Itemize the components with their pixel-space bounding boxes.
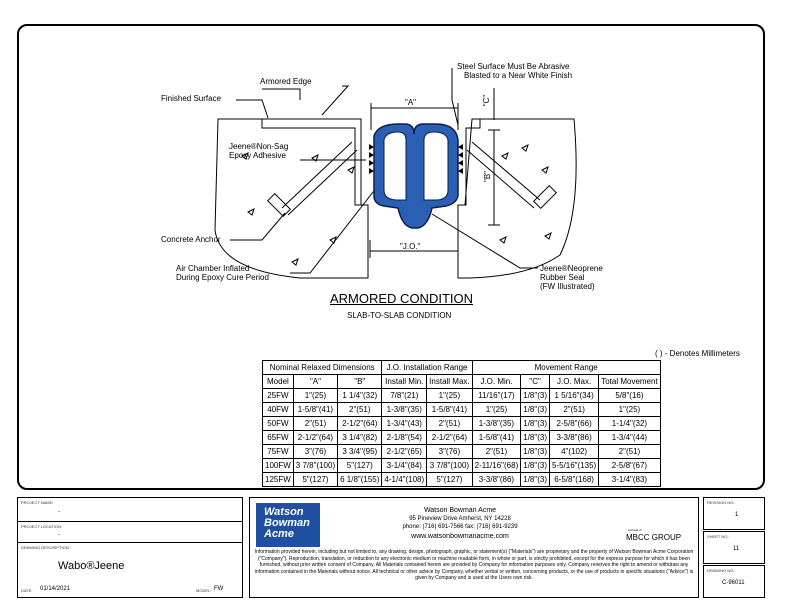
revision-box bbox=[703, 497, 765, 530]
table-cell: 1-1/4"(32) bbox=[599, 417, 660, 431]
column-header: "C" bbox=[521, 375, 550, 389]
drawing-description-box bbox=[17, 542, 243, 598]
column-header-row bbox=[263, 375, 661, 389]
dimension-c-label: "C" bbox=[482, 94, 492, 107]
column-header: J.O. Min. bbox=[472, 375, 521, 389]
table-cell: 3-3/8"(86) bbox=[472, 473, 521, 487]
table-cell: 1/8"(3) bbox=[521, 473, 550, 487]
millimeter-note: ( ) - Denotes Millimeters bbox=[655, 349, 740, 358]
table-cell: 3-3/8"(86) bbox=[550, 431, 599, 445]
column-header: J.O. Max. bbox=[550, 375, 599, 389]
drawing-subtitle: SLAB-TO-SLAB CONDITION bbox=[347, 311, 452, 320]
sheet-value: 11 bbox=[733, 546, 740, 552]
seal-label-line2: Rubber Seal bbox=[540, 273, 585, 282]
column-header: Install Min. bbox=[382, 375, 427, 389]
group-header-movement: Movement Range bbox=[472, 361, 660, 375]
table-cell: 3-1/4"(84) bbox=[382, 459, 427, 473]
table-cell: 1-5/8"(41) bbox=[472, 431, 521, 445]
table-cell: 50FW bbox=[263, 417, 294, 431]
table-cell: 2-5/8"(67) bbox=[599, 459, 660, 473]
table-cell: 6 1/8"(155) bbox=[338, 473, 382, 487]
table-cell: 3 1/4"(82) bbox=[338, 431, 382, 445]
air-chamber-label-line2: During Epoxy Cure Period bbox=[176, 273, 269, 282]
company-phone: phone: (716) 691-7566 fax: (716) 691-9239 bbox=[402, 524, 518, 530]
logo-line-3: Acme bbox=[264, 528, 294, 540]
table-cell: 1"(25) bbox=[427, 389, 472, 403]
table-cell: 25FW bbox=[263, 389, 294, 403]
drawing-number-value: C-96011 bbox=[722, 580, 745, 586]
armored-edge-label: Armored Edge bbox=[260, 77, 312, 86]
project-location-box bbox=[17, 521, 243, 543]
table-cell: 2-11/16"(68) bbox=[472, 459, 521, 473]
table-cell: 1 1/4"(32) bbox=[338, 389, 382, 403]
table-cell: 5-5/16"(135) bbox=[550, 459, 599, 473]
air-chamber-label-line1: Air Chamber Inflated bbox=[176, 264, 250, 273]
steel-surface-label-line2: Blasted to a Near White Finish bbox=[464, 71, 573, 80]
seal-label-line3: (FW Illustrated) bbox=[540, 282, 595, 291]
logo-line-1: Watson bbox=[264, 506, 304, 518]
table-cell: 2"(51) bbox=[338, 403, 382, 417]
table-cell: 1-3/8"(35) bbox=[382, 403, 427, 417]
table-cell: 5/8"(16) bbox=[599, 389, 660, 403]
project-location-caption: PROJECT LOCATION: bbox=[21, 524, 62, 529]
table-cell: 4"(102) bbox=[550, 445, 599, 459]
legal-disclaimer: Information provided herein, including but not limited to, any drawing, design, photograph, graphic, or statement(s) ("Materials") are proprietary and the property of Watson Bowman Acme Corporation ("Company"). Reproduction, translation, or reduction to any electronic medium or machine readable form, in whole or part, is strictly prohibited, except for the express purpose for which it has been furnished, without prior written consent of Company. All Materials contained herein are provided by Company for information purposes only. Company reserves the right to amend or withdraw any information contained in the Materials without notice. All technical or other advice by Company, whether verbal or written, concerning products, or the use of products in specific situations ("Advice") is given by Company and is used at the Users own risk. bbox=[254, 549, 694, 581]
company-address: 95 Pineview Drive Amherst, NY 14228 bbox=[409, 516, 511, 522]
seal-label-line1: Jeene®Neoprene bbox=[540, 264, 603, 273]
table-cell: 3"(76) bbox=[293, 445, 337, 459]
table-cell: 2-1/8"(54) bbox=[382, 431, 427, 445]
table-cell: 2"(51) bbox=[550, 403, 599, 417]
group-header-installation: J.O. Installation Range bbox=[382, 361, 472, 375]
drawing-description-caption: DRAWING DESCRIPTION: bbox=[21, 545, 70, 550]
logo-line-2: Bowman bbox=[264, 517, 310, 529]
table-cell: 2-1/2"(64) bbox=[293, 431, 337, 445]
brand-caption: a brand of bbox=[628, 528, 642, 532]
table-cell: 1/8"(3) bbox=[521, 445, 550, 459]
table-row bbox=[263, 403, 661, 417]
table-cell: 65FW bbox=[263, 431, 294, 445]
model-value: FW bbox=[214, 586, 224, 592]
table-cell: 1/8"(3) bbox=[521, 403, 550, 417]
table-cell: 5"(127) bbox=[293, 473, 337, 487]
drawing-title: ARMORED CONDITION bbox=[330, 291, 473, 306]
table-cell: 2"(51) bbox=[293, 417, 337, 431]
model-caption: MODEL: bbox=[196, 588, 212, 593]
project-name-caption: PROJECT NAME: bbox=[21, 500, 54, 505]
table-body bbox=[263, 389, 661, 487]
table-cell: 2"(51) bbox=[427, 417, 472, 431]
nonsag-label-line1: Jeene®Non-Sag bbox=[229, 142, 289, 151]
table-row bbox=[263, 389, 661, 403]
table-cell: 11/16"(17) bbox=[472, 389, 521, 403]
column-header: Model bbox=[263, 375, 294, 389]
dimension-a-label: "A" bbox=[405, 98, 417, 107]
table-cell: 75FW bbox=[263, 445, 294, 459]
table-cell: 1-5/8"(41) bbox=[293, 403, 337, 417]
table-cell: 1/8"(3) bbox=[521, 459, 550, 473]
table-cell: 1"(25) bbox=[293, 389, 337, 403]
column-header: Install Max. bbox=[427, 375, 472, 389]
table-cell: 1-5/8"(41) bbox=[427, 403, 472, 417]
dimension-table bbox=[262, 360, 661, 487]
drawing-number-box bbox=[703, 565, 765, 598]
table-cell: 3"(76) bbox=[427, 445, 472, 459]
table-cell: 100FW bbox=[263, 459, 294, 473]
table-cell: 1"(25) bbox=[599, 403, 660, 417]
table-cell: 1-3/4"(43) bbox=[382, 417, 427, 431]
table-cell: 40FW bbox=[263, 403, 294, 417]
table-row bbox=[263, 473, 661, 487]
table-cell: 1-3/4"(44) bbox=[599, 431, 660, 445]
table-cell: 1-3/8"(35) bbox=[472, 417, 521, 431]
column-header: "A" bbox=[293, 375, 337, 389]
table-row bbox=[263, 431, 661, 445]
concrete-anchor-label: Concrete Anchor bbox=[161, 235, 221, 244]
table-cell: 3 7/8"(100) bbox=[293, 459, 337, 473]
project-name-box bbox=[17, 497, 243, 522]
steel-surface-label-line1: Steel Surface Must Be Abrasive bbox=[457, 62, 570, 71]
company-website: www.watsonbowmanacme.com bbox=[411, 533, 509, 540]
table-cell: 2"(51) bbox=[599, 445, 660, 459]
table-row bbox=[263, 445, 661, 459]
revision-value: 1 bbox=[735, 512, 739, 518]
group-header-nominal: Nominal Relaxed Dimensions bbox=[263, 361, 382, 375]
table-cell: 1/8"(3) bbox=[521, 417, 550, 431]
table-cell: 1"(25) bbox=[472, 403, 521, 417]
dimension-b-label: "B" bbox=[483, 170, 493, 183]
right-slab bbox=[458, 119, 576, 278]
sheet-caption: SHEET NO.: bbox=[707, 534, 730, 539]
table-cell: 6-5/8"(168) bbox=[550, 473, 599, 487]
finished-surface-label: Finished Surface bbox=[161, 94, 222, 103]
table-cell: 2"(51) bbox=[472, 445, 521, 459]
project-location-value: - bbox=[58, 532, 60, 538]
drawing-number-caption: DRAWING NO.: bbox=[707, 568, 736, 573]
table-cell: 5"(127) bbox=[338, 459, 382, 473]
table-row bbox=[263, 417, 661, 431]
table-cell: 2-1/2"(65) bbox=[382, 445, 427, 459]
table-cell: 1/8"(3) bbox=[521, 431, 550, 445]
date-value: 01/14/2021 bbox=[40, 586, 71, 592]
table-row bbox=[263, 459, 661, 473]
watson-bowman-acme-logo bbox=[256, 503, 320, 547]
mbcc-group-logo: MBCC GROUP bbox=[626, 533, 682, 542]
column-header: "B" bbox=[338, 375, 382, 389]
date-caption: DATE: bbox=[21, 588, 33, 593]
project-name-value: - bbox=[58, 509, 60, 515]
left-armored-edge bbox=[262, 119, 361, 205]
table-cell: 1 5/16"(34) bbox=[550, 389, 599, 403]
dimension-jo-label: "J.O." bbox=[400, 242, 421, 251]
table-cell: 3 7/8"(100) bbox=[427, 459, 472, 473]
table-cell: 1/8"(3) bbox=[521, 389, 550, 403]
table-cell: 2-1/2"(64) bbox=[338, 417, 382, 431]
table-cell: 2-5/8"(66) bbox=[550, 417, 599, 431]
table-cell: 7/8"(21) bbox=[382, 389, 427, 403]
column-header: Total Movement bbox=[599, 375, 660, 389]
table-cell: 3 3/4"(95) bbox=[338, 445, 382, 459]
table-cell: 125FW bbox=[263, 473, 294, 487]
revision-caption: REVISION NO.: bbox=[707, 500, 736, 505]
table-cell: 2-1/2"(64) bbox=[427, 431, 472, 445]
sheet-box bbox=[703, 531, 765, 564]
drawing-description-value: Wabo®Jeene bbox=[58, 560, 125, 572]
nonsag-label-line2: Epoxy Adhesive bbox=[229, 151, 286, 160]
table-cell: 3-1/4"(83) bbox=[599, 473, 660, 487]
table-cell: 5"(127) bbox=[427, 473, 472, 487]
table-cell: 4-1/4"(108) bbox=[382, 473, 427, 487]
company-name: Watson Bowman Acme bbox=[423, 507, 497, 514]
left-anchor-bar bbox=[282, 142, 352, 208]
